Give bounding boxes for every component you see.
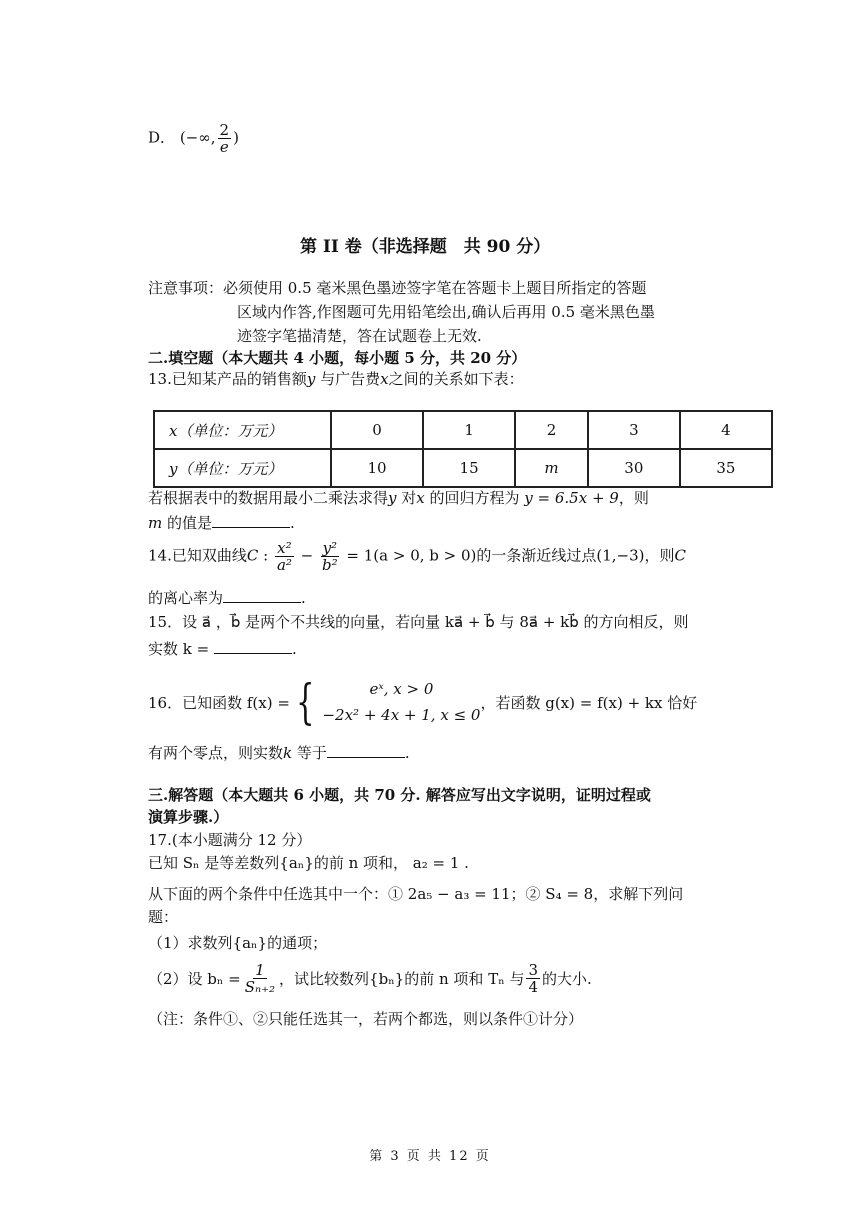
table-cell: 3 (588, 411, 680, 449)
q13-text: 的值是 (162, 514, 213, 532)
table-cell: 0 (331, 411, 423, 449)
q17-text: 的大小. (542, 970, 592, 988)
table-row-x (154, 411, 772, 449)
regression-equation: y = 6.5x + 9 (524, 489, 619, 507)
fraction-denominator: Sₙ₊₂ (244, 978, 276, 996)
q16-text: . (404, 744, 410, 762)
table-row-y (154, 449, 772, 487)
fraction-numerator: 3 (528, 961, 539, 979)
var-y: y (306, 370, 316, 388)
q17-title: 17.(本小题满分 12 分） (148, 831, 312, 849)
fill-in-header: 二.填空题（本大题共 4 小题，每小题 5 分，共 20 分） (148, 349, 527, 367)
var-x: x (380, 370, 389, 388)
q14-line-2 (148, 587, 306, 608)
q13-text: 若根据表中的数据用最小二乘法求得 (148, 489, 389, 507)
table-cell: 4 (680, 411, 772, 449)
option-d-open: ( (179, 128, 186, 147)
var-c: C (246, 546, 259, 565)
q13-after-line-2 (148, 512, 295, 533)
q13-text: 13.已知某产品的销售额 (148, 370, 307, 388)
table-head-x: x（单位：万元） (154, 411, 331, 449)
q13-text: . (290, 514, 295, 532)
q13-text: 的回归方程为 (424, 489, 525, 507)
q16-text: 等于 (292, 744, 327, 762)
q14-text: = 1(a > 0, b > 0) (341, 546, 477, 565)
bn-fraction (243, 962, 277, 995)
notice-line-2: 区域内作答,作图题可先用铅笔绘出,确认后再用 0.5 毫米黑色墨 (237, 303, 655, 321)
q13-intro (148, 368, 524, 389)
hyperbola-fraction-y (320, 540, 340, 573)
q14-text: 的离心率为 (148, 589, 224, 607)
section-title: 第 II 卷（非选择题 共 90 分） (300, 237, 551, 257)
q14-text: 14.已知双曲线 (148, 546, 247, 565)
var-m: m (148, 514, 163, 532)
q16-text: 16．已知函数 f(x) = (148, 693, 290, 712)
table-cell: 30 (588, 449, 680, 487)
case-1: eˣ, x > 0 (369, 680, 434, 698)
notice-line-3: 迹签字笔描清楚，答在试题卷上无效. (237, 327, 482, 345)
q16-text: 有两个零点，则实数 (148, 744, 284, 762)
q16-line-1 (148, 676, 697, 728)
fraction-denominator: 4 (528, 978, 539, 996)
option-d-fraction (218, 122, 232, 155)
table-cell: m (515, 449, 588, 487)
fraction-denominator: e (219, 138, 229, 156)
q17-note: （注：条件①、②只能任选其一，若两个都选，则以条件①计分） (148, 1010, 584, 1028)
q14-text: − (295, 546, 319, 565)
q16-text: ，若函数 g(x) = f(x) + kx 恰好 (480, 693, 698, 712)
option-d-close: ) (233, 128, 239, 147)
q14-text: : (258, 546, 273, 565)
page-footer: 第 3 页 共 12 页 (369, 1149, 491, 1164)
table-cell: 10 (331, 449, 423, 487)
q15-line-2 (148, 638, 297, 659)
fraction-denominator: b² (322, 556, 338, 574)
left-brace-icon: { (296, 674, 315, 730)
solve-header-line-1: 三.解答题（本大题共 6 小题，共 70 分. 解答应写出文字说明，证明过程或 (148, 786, 651, 804)
answer-blank[interactable] (212, 513, 290, 528)
var-y: y (388, 489, 397, 507)
q13-text: ，则 (618, 489, 649, 507)
table-cell: 35 (680, 449, 772, 487)
q14-text: 的一条渐近线过点(1,−3)，则 (476, 546, 675, 565)
hyperbola-fraction-x (275, 540, 294, 573)
fraction-numerator: x² (277, 539, 292, 557)
answer-blank[interactable] (327, 743, 405, 758)
answer-blank[interactable] (214, 639, 292, 654)
q15-text: 实数 k = (148, 640, 214, 658)
option-d (148, 122, 239, 155)
q17-text: ，试比较数列{bₙ}的前 n 项和 Tₙ 与 (279, 970, 525, 988)
answer-blank[interactable] (223, 588, 301, 603)
q17-part-2 (148, 962, 592, 995)
q17-part-1: （1）求数列{aₙ}的通项； (148, 934, 328, 952)
case-2: −2x² + 4x + 1, x ≤ 0 (322, 706, 481, 724)
q15-text: . (291, 640, 297, 658)
fraction-numerator: 1 (255, 961, 265, 979)
q13-text: 之间的关系如下表： (388, 370, 524, 388)
option-d-neg-inf: −∞, (185, 128, 216, 147)
q16-line-2 (148, 742, 410, 763)
q17-line-3: 题： (148, 908, 179, 926)
three-quarters-fraction (526, 962, 540, 995)
fraction-denominator: a² (276, 556, 292, 574)
fraction-numerator: y² (322, 539, 338, 557)
q15-line-1: 15．设 a⃗ ，b⃗ 是两个不共线的向量，若向量 ka⃗ + b⃗ 与 8a⃗ + kb⃗ 的方向相反，则 (148, 613, 689, 631)
q13-text: 与广告费 (315, 370, 381, 388)
q13-text: 对 (396, 489, 417, 507)
table-cell: 2 (515, 411, 588, 449)
var-k: k (283, 744, 293, 762)
q14-text: . (301, 589, 306, 607)
q13-after-line-1 (148, 487, 649, 508)
fraction-numerator: 2 (219, 121, 230, 139)
table-head-y: y（单位：万元） (154, 449, 331, 487)
notice-line-1: 注意事项：必须使用 0.5 毫米黑色墨迹签字笔在答题卡上题目所指定的答题 (148, 279, 647, 297)
option-d-label: D． (148, 128, 176, 147)
piecewise-cases (322, 676, 480, 728)
table-cell: 1 (423, 411, 515, 449)
table-cell: 15 (423, 449, 515, 487)
q17-line-2: 从下面的两个条件中任选其中一个：① 2a₅ − a₃ = 11；② S₄ = 8，求解下列问 (148, 885, 684, 903)
solve-header-line-2: 演算步骤.） (148, 808, 229, 826)
var-x: x (416, 489, 425, 507)
q14-line-1 (148, 540, 686, 573)
q17-text: （2）设 bₙ = (148, 970, 241, 988)
q13-table (153, 410, 773, 488)
var-c: C (674, 546, 686, 565)
q17-line-1: 已知 Sₙ 是等差数列{aₙ}的前 n 项和， a₂ = 1 . (148, 854, 469, 872)
